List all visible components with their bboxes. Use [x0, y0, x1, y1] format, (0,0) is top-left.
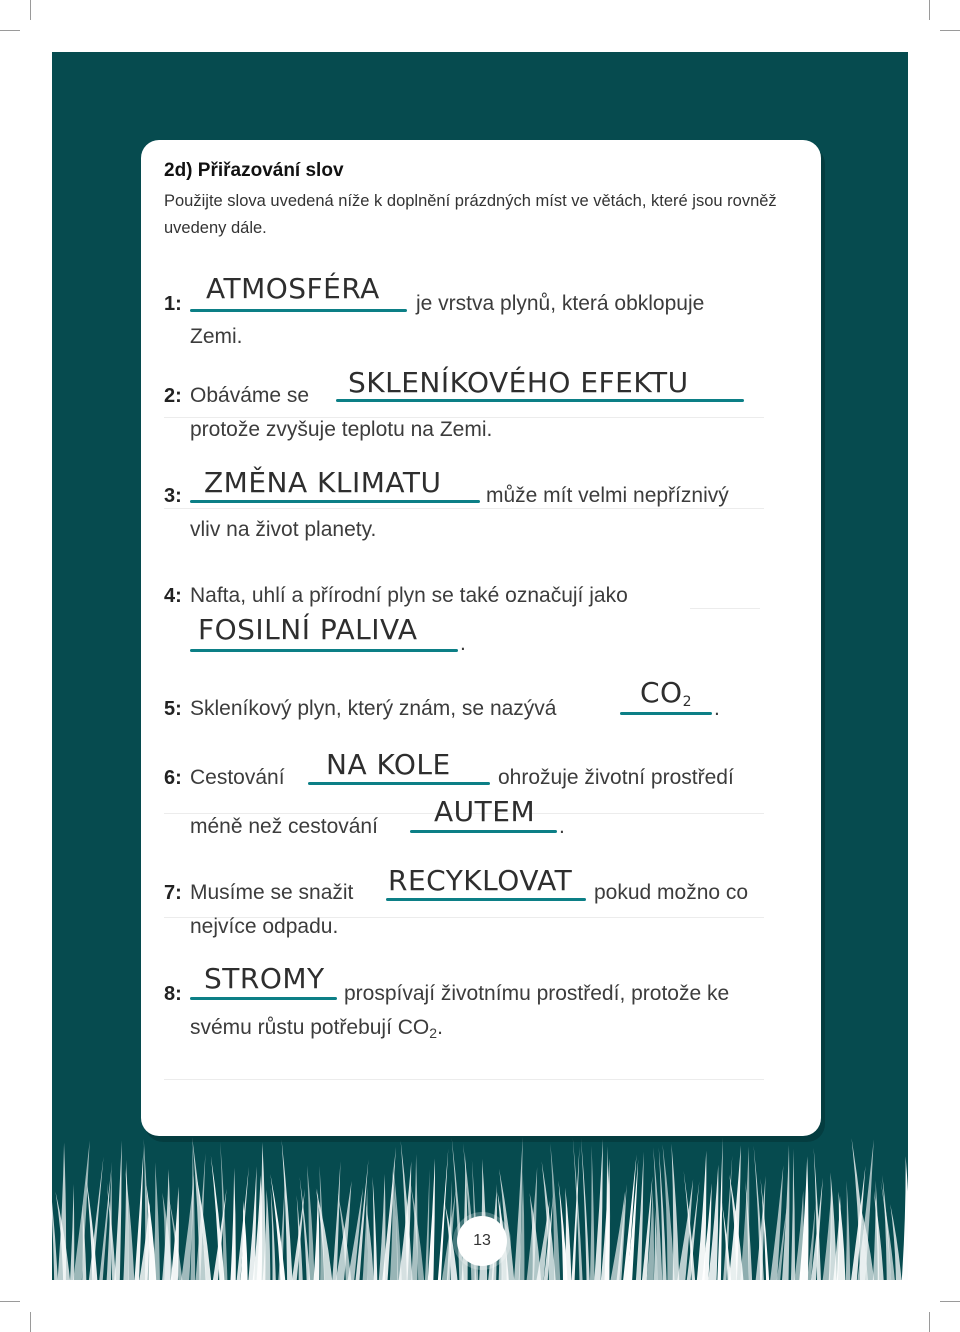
grass-blade [114, 1140, 121, 1280]
sentence-7-continuation: nejvíce odpadu. [190, 915, 339, 938]
page-number: 13 [457, 1216, 507, 1266]
sentence-5-end: . [714, 697, 720, 720]
sentence-3-number: 3: [164, 485, 182, 507]
grass-blade [590, 1145, 595, 1280]
exercise-title: 2d) Přiřazování slov [164, 160, 344, 181]
sentence-2-continuation: protože zvyšuje teplotu na Zemi. [190, 418, 493, 441]
crop-mark [0, 1301, 20, 1302]
grass-blade [581, 1138, 590, 1280]
sentence-5-number: 5: [164, 698, 182, 720]
sentence-2-text: Obáváme se [190, 384, 310, 407]
sentence-4-text: Nafta, uhlí a přírodní plyn se také označují jako [190, 584, 628, 607]
sentence-5-text: Skleníkový plyn, který znám, se nazývá [190, 697, 557, 720]
sentence-8-continuation [190, 1016, 443, 1045]
sentence-4-answer: FOSILNÍ PALIVA [198, 613, 418, 646]
crop-mark [30, 0, 31, 20]
sentence-1-continuation: Zemi. [190, 325, 243, 348]
sentence-8-answer: STROMY [204, 962, 325, 995]
guide-line [164, 508, 764, 509]
sentence-6-answer: NA KOLE [326, 748, 451, 781]
grass-blade [425, 1169, 430, 1280]
grass-blade [230, 1168, 235, 1280]
crop-mark [0, 30, 20, 31]
grass-blade [153, 1162, 160, 1280]
crop-mark [940, 30, 960, 31]
grass-blade [594, 1139, 603, 1280]
grass-blade [373, 1177, 378, 1280]
sentence-8-blank [190, 997, 337, 1000]
sentence-5-blank [620, 712, 712, 715]
sentence-3-answer: ZMĚNA KLIMATU [204, 466, 442, 499]
sentence-7-blank [386, 898, 586, 901]
exercise-instructions: Použijte slova uvedená níže k doplnění prázdných míst ve větách, které jsou rovněž uvedeny dále. [164, 192, 777, 237]
sentence-4-number: 4: [164, 585, 182, 607]
grass-blade [604, 1146, 609, 1280]
sentence-3-text: může mít velmi nepříznivý [486, 484, 729, 507]
sentence-7-answer: RECYKLOVAT [388, 864, 573, 897]
crop-mark [30, 1312, 31, 1332]
sentence-8-text: prospívají životnímu prostředí, protože ke [344, 982, 730, 1005]
sentence-6-blank-2 [410, 830, 557, 833]
sentence-6-text-after: ohrožuje životní prostředí [498, 766, 734, 789]
crop-mark [929, 1312, 930, 1332]
grass-blade [636, 1152, 644, 1280]
grass-blade [70, 1184, 74, 1280]
sentence-2-answer: SKLENÍKOVÉHO EFEKTU [348, 366, 689, 399]
grass-blade [791, 1149, 795, 1280]
sentence-8-number: 8: [164, 983, 182, 1005]
sentence-6-blank [308, 782, 490, 785]
sentence-7-text-after: pokud možno co [594, 881, 749, 904]
crop-mark [940, 1301, 960, 1302]
sentence-7-text: Musíme se snažit [190, 881, 354, 904]
grass-blade [52, 1176, 58, 1280]
sentence-1-blank [190, 309, 407, 312]
sentence-8-continuation-text: svému růstu potřebují CO [190, 1016, 430, 1039]
sentence-4-blank [190, 649, 458, 652]
grass-blade [134, 1146, 143, 1280]
grass-blade [565, 1188, 572, 1280]
sentence-6-text: Cestování [190, 766, 285, 789]
sentence-1-number: 1: [164, 293, 182, 315]
sentence-2-blank [336, 399, 744, 402]
sentence-6-continuation: méně než cestování [190, 815, 378, 838]
sentence-5-answer-text: CO [640, 676, 683, 709]
guide-line [164, 1079, 764, 1080]
crop-mark [929, 0, 930, 20]
sentence-5-answer-subscript: 2 [682, 694, 693, 710]
sentence-7-number: 7: [164, 882, 182, 904]
sentence-4-end: . [460, 632, 466, 655]
sentence-3-continuation: vliv na život planety. [190, 518, 377, 541]
sentence-8-end: . [437, 1016, 443, 1039]
sentence-2-number: 2: [164, 385, 182, 407]
grass-blade [846, 1181, 851, 1280]
grass-blade [902, 1156, 908, 1280]
sentence-6-answer-2: AUTEM [434, 795, 536, 828]
sentence-6-end: . [559, 815, 565, 838]
sentence-3-blank [190, 500, 480, 503]
sentence-1-text: je vrstva plynů, která obklopuje [416, 292, 705, 315]
guide-line [690, 608, 760, 609]
sentence-6-number: 6: [164, 767, 182, 789]
grass-blade [73, 1141, 90, 1280]
sentence-1-answer: ATMOSFÉRA [206, 272, 380, 305]
grass-blade [282, 1139, 293, 1280]
sentence-8-subscript: 2 [429, 1025, 438, 1041]
grass-blade [782, 1145, 789, 1280]
